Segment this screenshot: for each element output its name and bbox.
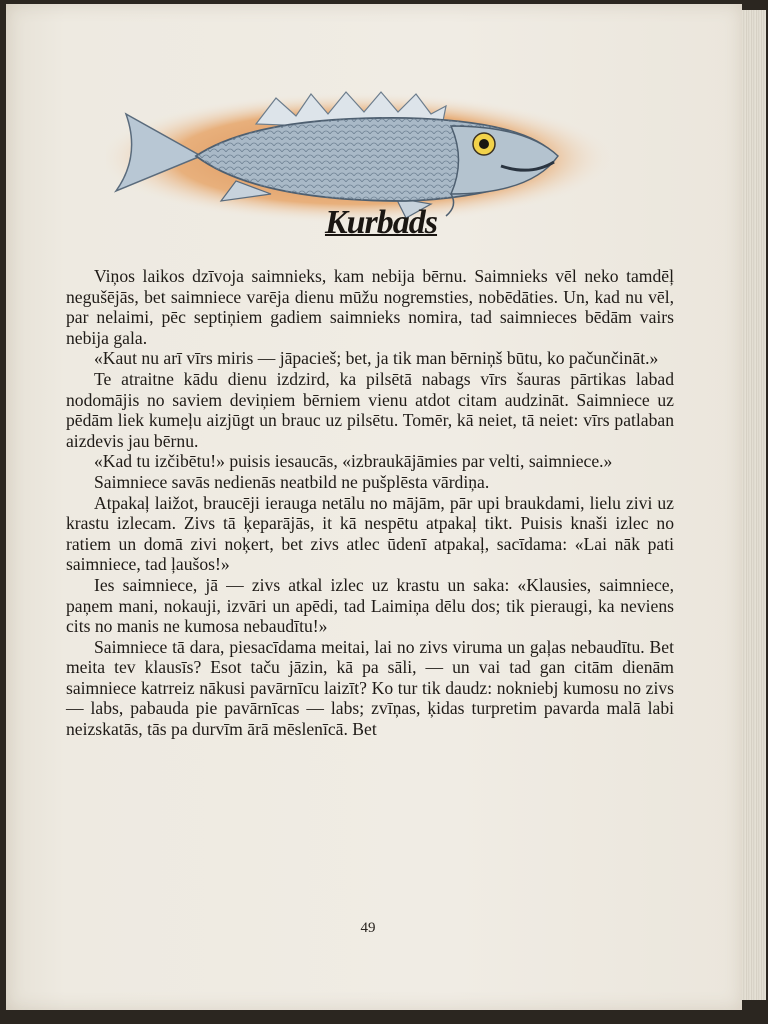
paragraph: Saimniece savās nedienās neatbild ne pušplēsta vārdiņa. [94, 471, 490, 492]
paragraph: «Kaut nu arī vīrs miris — jāpacieš; bet, ja tik man bērniņš būtu, ko pačunčināt.» [94, 348, 659, 369]
paragraph: «Kad tu izčibētu!» puisis iesaucās, «izbraukājāmies par velti, saimniece.» [94, 451, 613, 472]
story-title: Kurbads [324, 204, 438, 241]
paragraph: Viņos laikos dzīvoja saimnieks, kam nebija bērnu. Saimnieks vēl neko tamdēļ negušējās, bet saimniece varēja dienu mūžu nogremsties, nobēdāties. Un, kad nu vēl, par nelaimi, pēc septiņiem gadiem saimnieks nomira, tad saimnieces bēdām vairs nebija gala. [66, 266, 674, 348]
paragraph: Saimniece tā dara, piesacīdama meitai, lai no zivs viruma un gaļas nebaudītu. Bet meita tev klausīs? Esot taču jāzin, kā pa sāli, — un vai tad gan citām dienām saimniece katrreiz nākusi pavārnīcu laizīt? Ko tur tik daudz: nokniebj kumosu no zivs — labs, pabauda pie pavārnīcas — labs; zvīņas, ķidas turpretim pavarda malā labi neizskatās, tās pa durvīm ārā mēslenīcā. Bet [66, 636, 674, 740]
story-text [66, 266, 674, 740]
paragraph: Ies saimniece, jā — zivs atkal izlec uz krastu un saka: «Klausies, saimniece, paņem mani, nokauji, izvāri un apēdi, tad Laimiņa dēlu dos; tik pieraugi, ka neviens cits no manis ne kumosa nebaudītu!» [66, 574, 674, 637]
page-stack-edge [742, 10, 766, 1000]
paragraph: Atpakaļ laižot, braucēji ierauga netālu no mājām, pār upi braukdami, lielu zivi uz krastu izlecam. Zivs tā ķeparājās, it kā nespētu atpakaļ tikt. Puisis knaši izlec no ratiem un domā zivi noķert, bet zivs atlec ūdenī atpakaļ, sacīdama: «Lai nāk pati saimniece, tad ļaušos!» [66, 492, 674, 575]
book-page [6, 4, 742, 1010]
page-number: 49 [360, 920, 376, 936]
paragraph: Te atraitne kādu dienu izdzird, ka pilsētā nabags vīrs šauras pārtikas labad nodomājis no saviem deviņiem bērniem vienu atdot citam audzināt. Saimniece uz pēdām liek kumeļu aizjūgt un brauc uz pilsētu. Tomēr, kā neiet, tā neiet: vīrs patlaban aizdevis jau bērnu. [66, 368, 674, 451]
